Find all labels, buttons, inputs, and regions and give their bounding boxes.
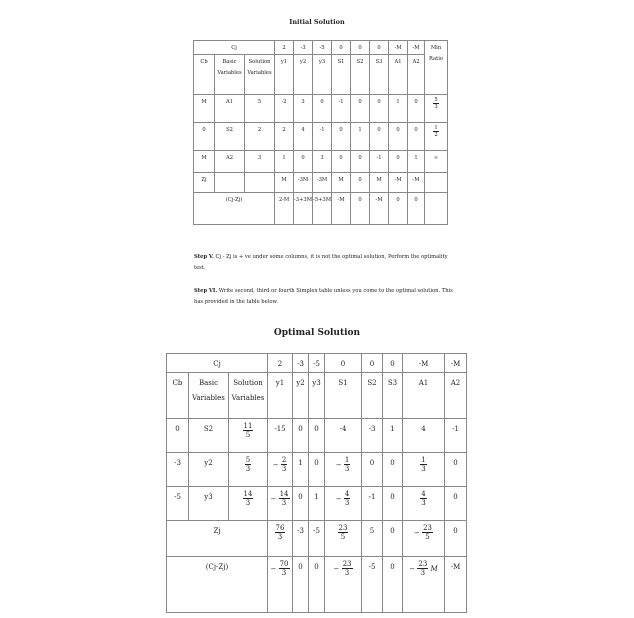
value-cell: 0 (383, 487, 403, 521)
value-cell: 2-M (275, 193, 294, 225)
value-cell (268, 487, 293, 521)
value-cell: -5 (309, 521, 325, 557)
variable-header: A2 (408, 55, 425, 95)
cj-label: Cj (167, 354, 268, 373)
value-cell: -1 (370, 151, 389, 173)
value-cell: 1 (309, 487, 325, 521)
value-cell: -1 (332, 95, 351, 123)
fraction: $\frac{11}{5}$ (243, 422, 253, 440)
value-cell: 0 (408, 95, 425, 123)
cj-value: 0 (325, 354, 362, 373)
step-v-text: Cj - Zj is + ve under some columns, it is not the optimal solution, Perform the optimality test. (194, 254, 448, 271)
value-cell: -4 (325, 419, 362, 453)
value-cell: ∞ (425, 151, 448, 173)
fraction: $\frac{23}{3}$ (418, 560, 428, 578)
value-cell: 0 (351, 95, 370, 123)
value-cell (268, 521, 293, 557)
variable-header: S2 (362, 373, 383, 419)
variable-header: y1 (275, 55, 294, 95)
label-cell: A1 (215, 95, 245, 123)
minus-sign (273, 461, 281, 469)
variable-header: y3 (313, 55, 332, 95)
value-cell: 0 (408, 123, 425, 151)
value-cell: 0 (351, 193, 370, 225)
variable-header: y1 (268, 373, 293, 419)
value-cell (403, 453, 445, 487)
cj-value: -3 (293, 354, 309, 373)
cj-value: 0 (383, 354, 403, 373)
value-cell (403, 487, 445, 521)
minus-sign (333, 565, 341, 573)
value-cell: 4 (294, 123, 313, 151)
m-symbol: M (430, 564, 438, 573)
fraction: $\frac{70}{3}$ (279, 560, 289, 578)
cj-value: 2 (275, 41, 294, 55)
variable-header: A1 (403, 373, 445, 419)
min-ratio-cell (425, 123, 448, 151)
label-cell: 5 (245, 95, 275, 123)
fraction: $\frac{4}{3}$ (421, 490, 426, 508)
table-row (194, 193, 448, 225)
value-cell: 0 (309, 557, 325, 613)
cj-value: -5 (309, 354, 325, 373)
cj-zj-label: (Cj-Zj) (167, 557, 268, 613)
fraction: $\frac{5}{3}$ (434, 97, 438, 111)
cb-header: Cb (167, 373, 189, 419)
value-cell: 0 (293, 557, 309, 613)
value-cell: -1 (313, 123, 332, 151)
value-cell: -3 (293, 521, 309, 557)
basic-variables-header: Basic Variables (189, 373, 229, 419)
label-cell: Zj (194, 173, 215, 193)
value-cell: 0 (383, 557, 403, 613)
value-cell: 0 (370, 123, 389, 151)
value-cell: 0 (383, 521, 403, 557)
value-cell (425, 193, 448, 225)
value-cell: -3+3M (294, 193, 313, 225)
label-cell: M (194, 95, 215, 123)
value-cell: -15 (268, 419, 293, 453)
variable-header: y3 (309, 373, 325, 419)
label-cell: 2 (245, 123, 275, 151)
subheader-row (167, 373, 467, 419)
basic-var-cell: y3 (189, 487, 229, 521)
value-cell: 0 (408, 193, 425, 225)
value-cell (268, 453, 293, 487)
value-cell: 3 (313, 151, 332, 173)
fraction: $\frac{5}{3}$ (245, 456, 251, 474)
minus-sign (336, 461, 344, 469)
table-row (194, 123, 448, 151)
cj-value: 2 (268, 354, 293, 373)
cj-value: 0 (362, 354, 383, 373)
table-row (167, 419, 467, 453)
fraction: $\frac{1}{2}$ (434, 125, 438, 139)
fraction: $\frac{2}{3}$ (281, 456, 287, 474)
header-row (194, 41, 448, 55)
fraction: $\frac{23}{5}$ (423, 524, 432, 542)
basic-var-cell: y2 (189, 453, 229, 487)
step-vi-paragraph (194, 286, 456, 308)
label-cell: 0 (194, 123, 215, 151)
value-cell: 0 (293, 487, 309, 521)
variable-header: y2 (294, 55, 313, 95)
cb-header: Cb (194, 55, 215, 95)
zj-label: Zj (167, 521, 268, 557)
value-cell: 0 (445, 487, 467, 521)
header-row (167, 354, 467, 373)
value-cell: -M (332, 193, 351, 225)
value-cell: 0 (294, 151, 313, 173)
minus-sign (270, 565, 278, 573)
fraction: $\frac{1}{3}$ (344, 456, 350, 474)
value-cell: 1 (383, 419, 403, 453)
solution-cell (229, 453, 268, 487)
value-cell (268, 557, 293, 613)
value-cell (325, 557, 362, 613)
label-cell: A2 (215, 151, 245, 173)
value-cell: M (370, 173, 389, 193)
label-cell (245, 173, 275, 193)
table-row (194, 151, 448, 173)
solution-cell (229, 487, 268, 521)
variable-header: A2 (445, 373, 467, 419)
value-cell: 0 (370, 95, 389, 123)
step-vi-label: Step VI. (194, 288, 218, 294)
table-row (167, 487, 467, 521)
value-cell: 1 (293, 453, 309, 487)
value-cell: 5 (362, 521, 383, 557)
value-cell: 0 (332, 123, 351, 151)
basic-var-cell: S2 (189, 419, 229, 453)
value-cell (403, 557, 445, 613)
variable-header: y2 (293, 373, 309, 419)
value-cell: -M (389, 173, 408, 193)
step-vi-text: Write second, third or fourth Simplex table unless you come to the optimal solution. This has provided in the table below. (194, 288, 453, 305)
basic-variables-header: Basic Variables (215, 55, 245, 95)
value-cell: -1 (362, 487, 383, 521)
value-cell: 0 (332, 151, 351, 173)
fraction: $\frac{23}{3}$ (342, 560, 352, 578)
minus-sign (270, 495, 278, 503)
cj-value: -M (408, 41, 425, 55)
zj-row (167, 521, 467, 557)
value-cell: 3 (294, 95, 313, 123)
fraction: $\frac{1}{3}$ (421, 456, 426, 474)
subheader-row (194, 55, 448, 95)
cj-value: -5 (313, 41, 332, 55)
minus-sign (409, 565, 417, 573)
label-cell: 3 (245, 151, 275, 173)
variable-header: S2 (351, 55, 370, 95)
value-cell: -3M (294, 173, 313, 193)
step-v-paragraph (194, 252, 456, 274)
solution-cell (229, 419, 268, 453)
value-cell: 2 (275, 123, 294, 151)
optimal-simplex-table (166, 353, 467, 613)
value-cell: 0 (389, 123, 408, 151)
optimal-solution-title: Optimal Solution (273, 328, 361, 338)
fraction: $\frac{14}{3}$ (243, 490, 253, 508)
value-cell: 0 (309, 419, 325, 453)
cb-cell: -3 (167, 453, 189, 487)
label-cell: M (194, 151, 215, 173)
cj-zj-row (167, 557, 467, 613)
value-cell: -3 (362, 419, 383, 453)
value-cell: 0 (445, 453, 467, 487)
cj-value: -M (389, 41, 408, 55)
cj-value: -3 (294, 41, 313, 55)
value-cell (403, 521, 445, 557)
value-cell: 0 (389, 151, 408, 173)
value-cell: 0 (313, 95, 332, 123)
solution-variables-header: Solution Variables (229, 373, 268, 419)
value-cell: 0 (389, 193, 408, 225)
cb-cell: -5 (167, 487, 189, 521)
variable-header: S3 (383, 373, 403, 419)
variable-header: S1 (332, 55, 351, 95)
value-cell: -2 (275, 95, 294, 123)
fraction: $\frac{76}{3}$ (275, 524, 285, 542)
value-cell: -M (408, 173, 425, 193)
step-v-label: Step V. (194, 254, 214, 260)
cb-cell: 0 (167, 419, 189, 453)
label-cell: S2 (215, 123, 245, 151)
cj-label: Cj (194, 41, 275, 55)
value-cell: 0 (293, 419, 309, 453)
cj-value: -M (403, 354, 445, 373)
fraction: $\frac{14}{3}$ (279, 490, 289, 508)
variable-header: A1 (389, 55, 408, 95)
value-cell: M (332, 173, 351, 193)
value-cell (425, 173, 448, 193)
minus-sign (336, 495, 344, 503)
cj-value: 0 (351, 41, 370, 55)
minus-sign (414, 529, 422, 537)
value-cell (325, 453, 362, 487)
value-cell: -5 (362, 557, 383, 613)
value-cell: 1 (408, 151, 425, 173)
value-cell (325, 521, 362, 557)
value-cell: 0 (362, 453, 383, 487)
solution-variables-header: Solution Variables (245, 55, 275, 95)
table-row (167, 453, 467, 487)
value-cell: 0 (351, 151, 370, 173)
value-cell (325, 487, 362, 521)
variable-header: S1 (325, 373, 362, 419)
value-cell: 0 (445, 521, 467, 557)
variable-header: S3 (370, 55, 389, 95)
value-cell: 1 (275, 151, 294, 173)
initial-solution-title: Initial Solution (289, 18, 345, 26)
value-cell: 0 (383, 453, 403, 487)
cj-value: 0 (370, 41, 389, 55)
cj-zj-label: (Cj-Zj) (194, 193, 275, 225)
cj-value: 0 (332, 41, 351, 55)
value-cell: -3M (313, 173, 332, 193)
value-cell: -5+3M (313, 193, 332, 225)
fraction: $\frac{23}{5}$ (338, 524, 348, 542)
min-ratio-header: Min Ratio (425, 41, 448, 95)
value-cell: 1 (351, 123, 370, 151)
cj-value: -M (445, 354, 467, 373)
min-ratio-cell (425, 95, 448, 123)
value-cell: 0 (309, 453, 325, 487)
table-row (194, 95, 448, 123)
value-cell: 1 (389, 95, 408, 123)
value-cell: -M (445, 557, 467, 613)
value-cell: -1 (445, 419, 467, 453)
table-row (194, 173, 448, 193)
value-cell: M (275, 173, 294, 193)
label-cell (215, 173, 245, 193)
fraction: $\frac{4}{3}$ (344, 490, 350, 508)
initial-simplex-table (193, 40, 448, 225)
value-cell: -M (370, 193, 389, 225)
value-cell: 4 (403, 419, 445, 453)
value-cell: 0 (351, 173, 370, 193)
